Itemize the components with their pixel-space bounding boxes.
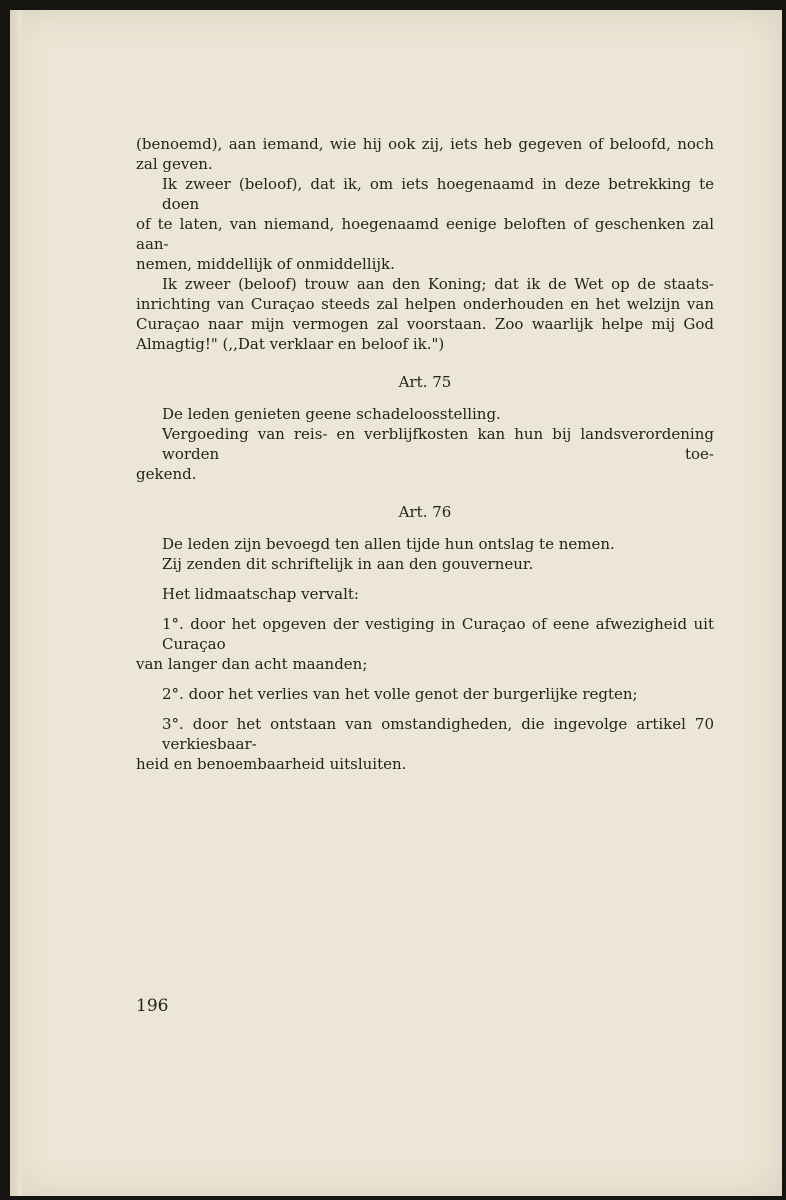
art75-paragraph-2 (136, 424, 714, 484)
page-number: 196 (136, 996, 169, 1016)
text-line: 1°. door het opgeven der vestiging in Curaçao of eene afwezigheid uit Curaçao (162, 615, 714, 653)
art76-paragraph-2 (136, 554, 714, 574)
text-line: (benoemd), aan iemand, wie hij ook zij, iets heb gegeven of beloofd, noch (136, 135, 714, 153)
text-line: Ik zweer (beloof), dat ik, om iets hoegenaamd in deze betrekking te doen (162, 175, 714, 213)
article-75-heading: Art. 75 (398, 373, 452, 391)
text-line: gekend. (136, 465, 197, 483)
text-line: De leden zijn bevoegd ten allen tijde hun ontslag te nemen. (162, 535, 615, 553)
text-line: Ik zweer (beloof) trouw aan den Koning; dat ik de Wet op de staats- (162, 275, 714, 293)
page-text (136, 134, 714, 774)
text-line: heid en benoembaarheid uitsluiten. (136, 755, 407, 773)
spacer (136, 704, 714, 714)
art76-item-1 (136, 614, 714, 674)
text-line: De leden genieten geene schadeloosstelling. (162, 405, 501, 423)
text-line: Zij zenden dit schriftelijk in aan den gouverneur. (162, 555, 534, 573)
text-line: nemen, middellijk of onmiddellijk. (136, 255, 395, 273)
oath-paragraph-2 (136, 174, 714, 274)
article-76-heading: Art. 76 (398, 503, 452, 521)
art75-paragraph-1 (136, 404, 714, 424)
text-line: 2°. door het verlies van het volle genot der burgerlijke regten; (162, 685, 638, 703)
text-line: inrichting van Curaçao steeds zal helpen onderhouden en het welzijn van (136, 295, 714, 313)
text-line: 3°. door het ontstaan van omstandigheden, die ingevolge artikel 70 verkiesbaar- (162, 715, 714, 753)
spacer (136, 674, 714, 684)
art76-item-3 (136, 714, 714, 774)
text-line: van langer dan acht maanden; (136, 655, 368, 673)
art76-item-2 (136, 684, 714, 704)
text-line: Vergoeding van reis- en verblijfkosten kan hun bij landsverordening worden toe- (162, 425, 714, 463)
oath-paragraph-1 (136, 134, 714, 174)
spacer (136, 574, 714, 584)
page-binding-edge (10, 10, 22, 1196)
text-line: Almagtig!" (,,Dat verklaar en beloof ik.") (136, 335, 445, 353)
oath-paragraph-3 (136, 274, 714, 354)
text-line: of te laten, van niemand, hoegenaamd eenige beloften of geschenken zal aan- (136, 215, 714, 253)
art76-paragraph-3 (136, 584, 714, 604)
text-line: Het lidmaatschap vervalt: (162, 585, 359, 603)
text-line: zal geven. (136, 155, 213, 173)
text-line: Curaçao naar mijn vermogen zal voorstaan. Zoo waarlijk helpe mij God (136, 315, 714, 333)
art76-paragraph-1 (136, 534, 714, 554)
spacer (136, 604, 714, 614)
